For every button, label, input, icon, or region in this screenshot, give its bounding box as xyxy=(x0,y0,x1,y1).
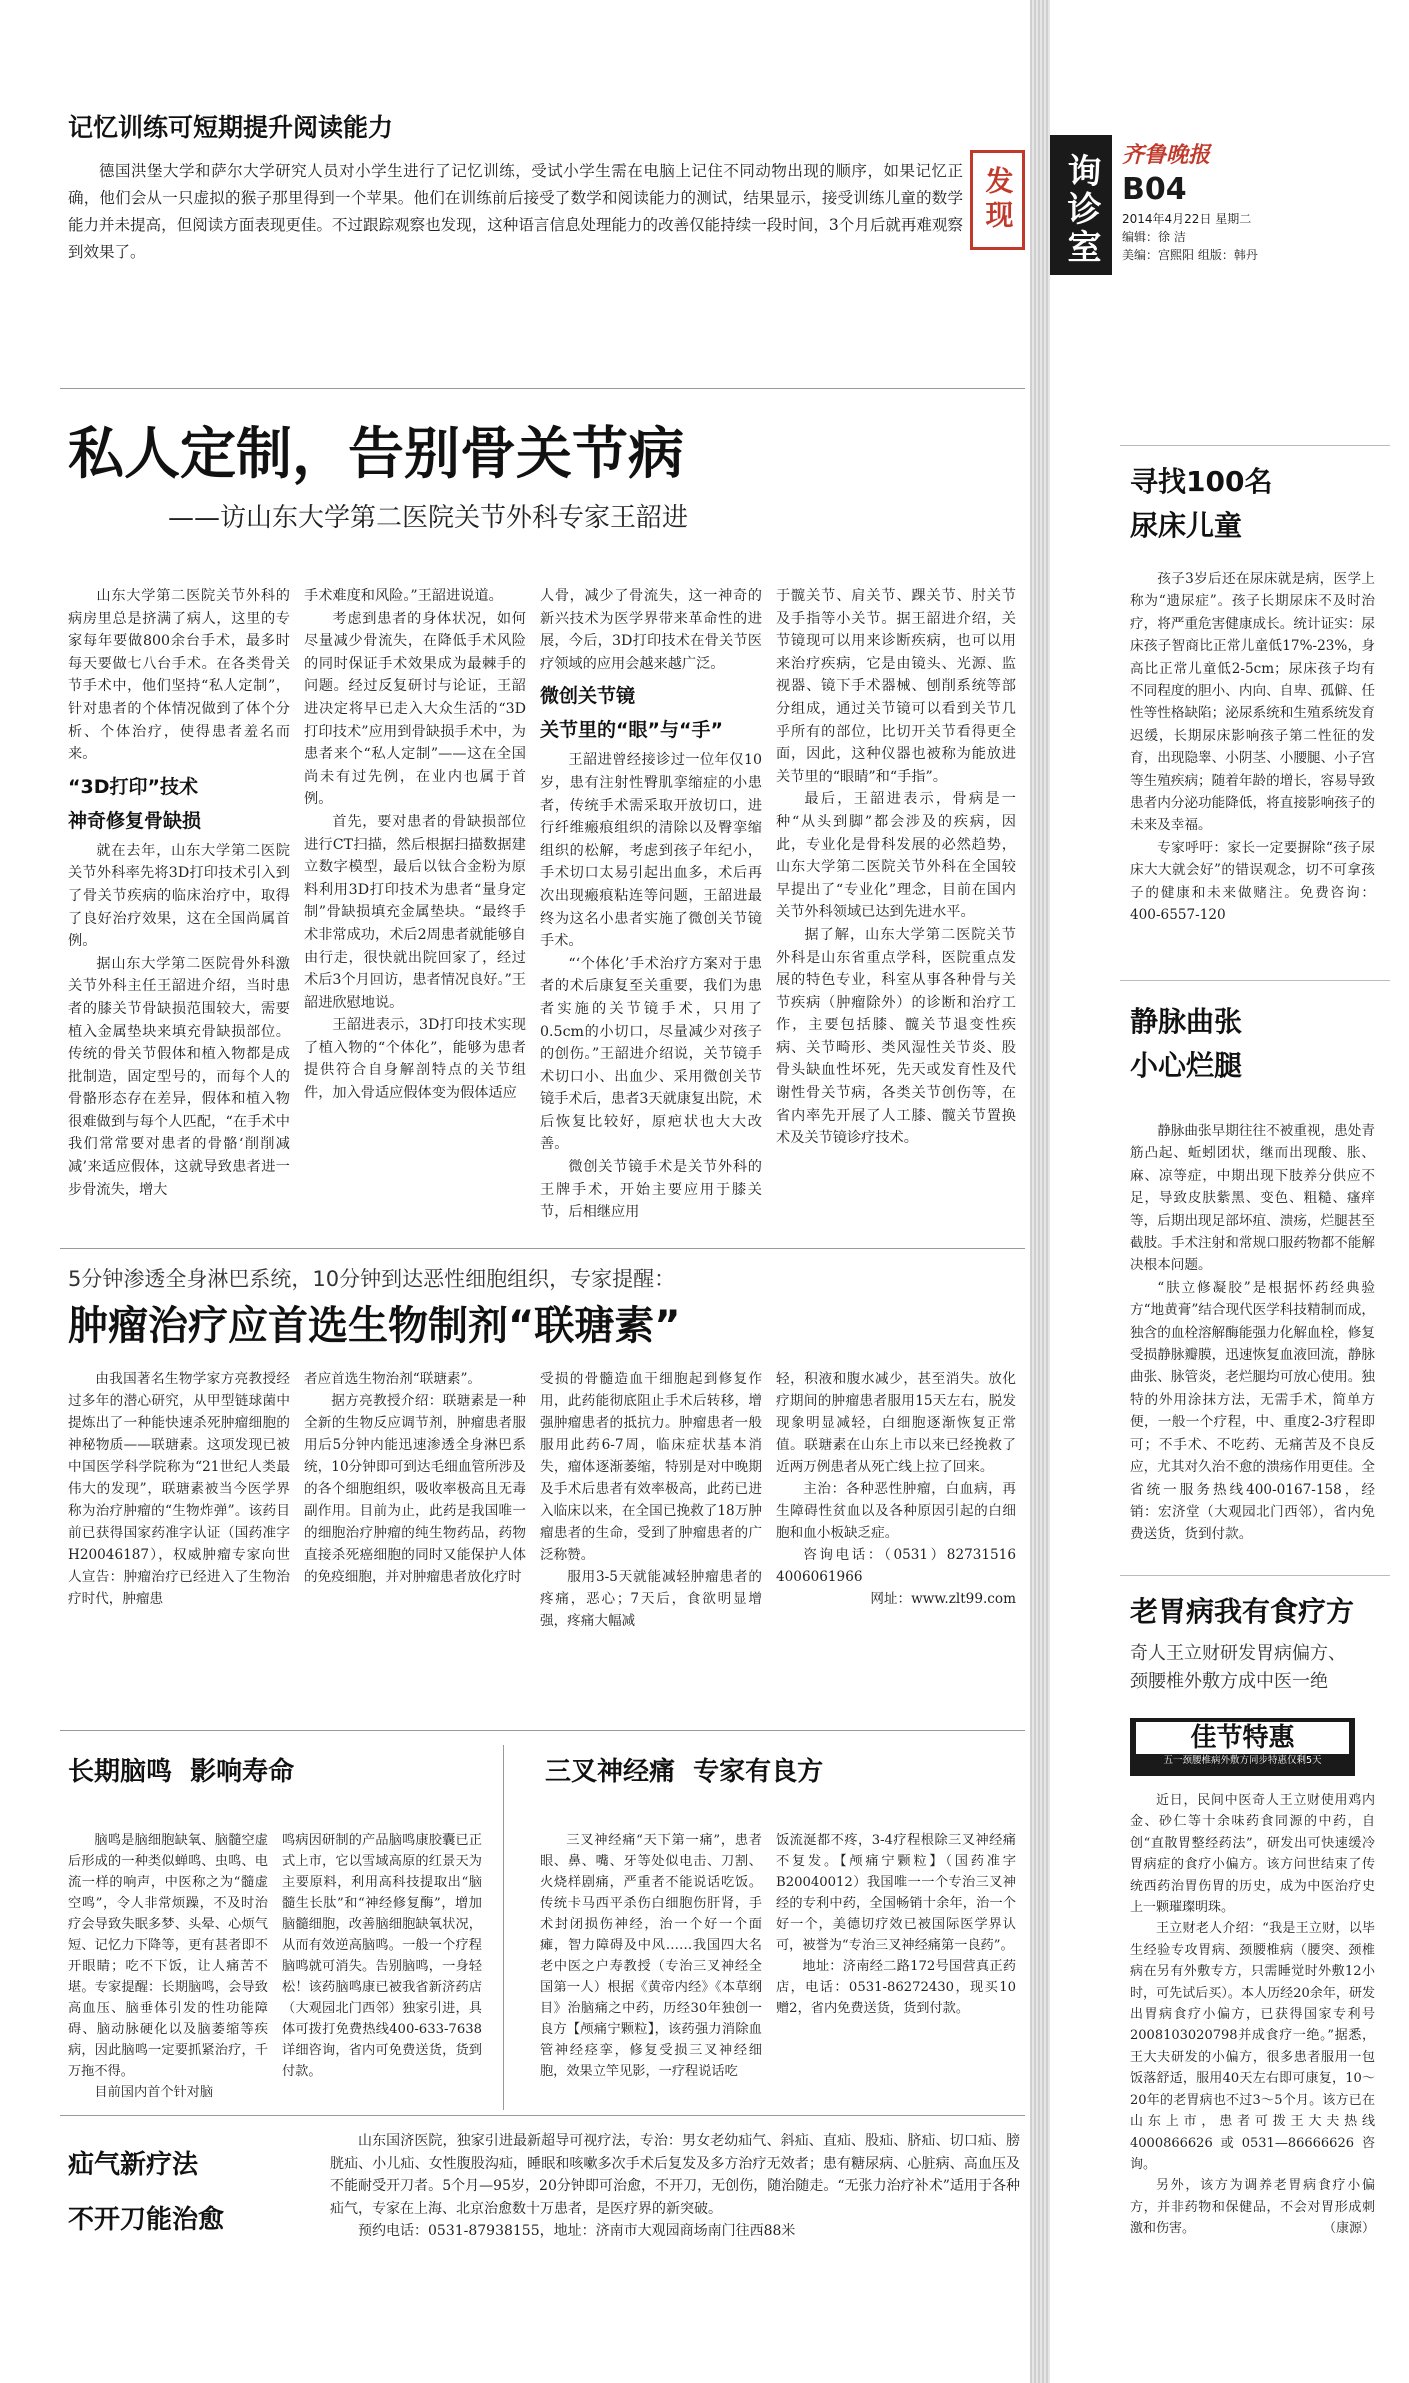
trigeminal-col-2 xyxy=(776,1830,1016,2019)
section-masthead xyxy=(1050,135,1112,275)
main-col-1 xyxy=(68,585,290,1201)
paragraph: 地址：济南经二路172号国营真正药店，电话：0531-86272430，现买10赠2，省内免费送货，货到付款。 xyxy=(776,1959,1016,2016)
paragraph: 于髋关节、肩关节、踝关节、肘关节及手指等小关节。据王韶进介绍，关节镜现可以用来诊断疾病，也可以用来治疗疾病，它是由镜头、光源、监视器、镜下手术器械、刨削系统等部分组成，通过关节镜可以看到关节几乎所有的部位，比切开关节看得更全面，因此，这种仪器也被称为能放进关节里的“眼睛”和“手指”。 xyxy=(776,588,1016,785)
tumor-col-4 xyxy=(776,1368,1016,1610)
promo-banner-sub: 五一颈腰椎病外敷方同步特惠仅剩5天 xyxy=(1163,1755,1322,1766)
stomach-subtitle-1: 奇人王立财研发胃病偏方、 xyxy=(1130,1643,1346,1664)
tumor-col-2 xyxy=(304,1368,526,1588)
paragraph: 王韶进表示，3D打印技术实现了植入物的“个体化”，能够为患者提供符合自身解剖特点的关节组件，加入骨适应假体变为假体适应 xyxy=(304,1017,526,1102)
paragraph: 山东国济医院，独家引进最新超导可视疗法，专治：男女老幼疝气、斜疝、直疝、股疝、脐疝、切口疝、膀胱疝、小儿疝、女性腹股沟疝，睡眠和咳嗽多次手术后复发及多方治疗无效者；患有糖尿病、心脏病、高血压及不能耐受开刀者。5个月—95岁，20分钟即可治愈，不开刀，无创伤，随治随走。“无张力治疗补术”适用于各种疝气，专家在上海、北京治愈数十万患者，是医疗界的新突破。 xyxy=(330,2133,1020,2217)
paragraph: 轻，积液和腹水减少，甚至消失。放化疗期间的肿瘤患者服用15天左右，脱发现象明显减轻，白细胞逐渐恢复正常值。联瑭素在山东上市以来已经挽救了近两万例患者从死亡线上拉了回来。 xyxy=(776,1371,1016,1475)
discovery-headline: 记忆训练可短期提升阅读能力 xyxy=(68,113,394,142)
stomach-title: 老胃病我有食疗方 xyxy=(1130,1595,1355,1628)
paragraph xyxy=(1130,2175,1375,2239)
paragraph: “‘个体化’手术治疗方案对于患者的术后康复至关重要，我们为患者实施的关节镜手术，只用了0.5cm的小切口，尽量减少对孩子的创伤。”王韶进介绍说，关节镜手术切口小、出血少、采用微创关节镜手术后，患者3天就康复出院，术后恢复比较好，原疤状也大大改善。 xyxy=(540,955,762,1153)
hernia-title-1: 疝气新疗法 xyxy=(68,2150,199,2180)
stomach-closing: 另外，该方为调养老胃病食疗小偏方，并非药物和保健品，不会对胃形成刺激和伤害。 xyxy=(1130,2178,1375,2237)
enuresis-title-1: 寻找100名 xyxy=(1130,465,1273,498)
main-headline: 私人定制，告别骨关节病 xyxy=(68,422,684,487)
section-title: 询诊室 xyxy=(1061,153,1101,267)
page-number: B04 xyxy=(1122,172,1187,207)
paragraph: 静脉曲张早期往往不被重视，患处青筋凸起、蚯蚓团状，继而出现酸、胀、麻、凉等症，中期出现下肢养分供应不足，导致皮肤紫黑、变色、粗糙、瘙痒等，后期出现足部坏疽、溃疡，烂腿甚至截肢。手术注射和常规口服药物都不能解决根本问题。 xyxy=(1130,1123,1375,1274)
stomach-subtitle-2: 颈腰椎外敷方成中医一绝 xyxy=(1130,1671,1328,1692)
paragraph: 最后，王韶进表示，骨病是一种“从头到脚”都会涉及的疾病，因此，专业化是骨科发展的必然趋势，山东大学第二医院关节外科在全国较早提出了“专业化”理念，目前在国内关节外科领域已达到先进水平。 xyxy=(776,791,1016,921)
paragraph: 专家呼吁：家长一定要摒除“孩子尿床大大就会好”的错误观念，切不可拿孩子的健康和未来做赌注。免费咨询：400-6557-120 xyxy=(1130,839,1375,924)
discovery-tag-label: 发现 xyxy=(981,166,1015,234)
paragraph: 据山东大学第二医院骨外科激关节外科主任王韶进介绍，当时患者的膝关节骨缺损范围较大，需要植入金属垫块来填充骨缺损部位。传统的骨关节假体和植入物都是成批制造，固定型号的，而每个人的骨骼形态存在差异，假体和植入物很难做到与每个人匹配，“在手术中我们常常要对患者的骨骼‘削削减减’来适应假体，这就导致患者进一步骨流失，增大 xyxy=(68,955,290,1198)
paragraph: 者应首选生物治剂“联瑭素”。 xyxy=(304,1371,482,1387)
discovery-tag xyxy=(970,150,1025,250)
paragraph: 鸣病因研制的产品脑鸣康胶囊已正式上市，它以雪域高原的红景天为主要原料，利用高科技提取出“脑髓生长肽”和“神经修复酶”，增加脑髓细胞，改善脑细胞缺氧状况，从而有效逆高脑鸣。一般一个疗程脑鸣就可消失。告别脑鸣，一身轻松！该药脑鸣康已被我省新济药店（大观园北门西邻）独家引进，具体可拨打免费热线400-633-7638详细咨询，省内可免费送货，货到付款。 xyxy=(282,1833,482,2079)
website: 网址：www.zlt99.com xyxy=(870,1591,1016,1607)
hernia-contact: 预约电话：0531-87938155，地址：济南市大观园商场南门往西88米 xyxy=(358,2223,796,2240)
vein-title-1: 静脉曲张 xyxy=(1130,1005,1243,1038)
tinnitus-headline: 长期脑鸣 影响寿命 xyxy=(68,1757,295,1787)
paragraph: 由我国著名生物学家方亮教授经过多年的潜心研究，从甲型链球菌中提炼出了一种能快速杀死肿瘤细胞的神秘物质——联瑭素。这项发现已被中国医学科学院称为“21世纪人类最伟大的发现”，联瑭素被当今医学界称为治疗肿瘤的“生物炸弹”。该药目前已获得国家药准字认证（国药准字H20046187），权威肿瘤专家向世人宣告：肿瘤治疗已经进入了生物治疗时代，肿瘤患 xyxy=(68,1371,290,1607)
paragraph: 王韶进曾经接诊过一位年仅10岁，患有注射性臀肌挛缩症的小患者，传统手术需采取开放切口，进行纤维瘢痕组织的清除以及臀挛缩组织的松解，考虑到孩子年纪小，手术切口太易引起出血多，术后再次出现瘢痕粘连等问题，王韶进最终为这名小患者实施了微创关节镜手术。 xyxy=(540,752,762,950)
promo-banner-title: 佳节特惠 xyxy=(1136,1722,1349,1754)
paragraph: “肤立修凝胶”是根据怀药经典验方“地黄膏”结合现代医学科技精制而成，独含的血栓溶解酶能强力化解血栓，修复受损静脉瓣膜，迅速恢复血液回流，静脉曲张、脉管炎，老烂腿均可放心使用。独特的外用涂抹方法，无需手术，简单方便，一般一个疗程，中、重度2-3疗程即可；不手术、不吃药、无痛苦及不良反应，尤其对久治不愈的溃疡作用更佳。全省统一服务热线400-0167-158，经销：宏济堂（大观园北门西邻），省内免费送货，货到付款。 xyxy=(1130,1279,1375,1543)
editor-credit: 编辑：徐 洁 xyxy=(1122,230,1186,244)
paragraph: 近日，民间中医奇人王立财使用鸡内金、砂仁等十余味药食同源的中药，自创“直散胃整经药法”，研发出可快速缓冷胃病症的食疗小偏方。该方问世结束了传统西药治胃伤胃的历史，成为中医治疗史上一颗璀璨明珠。 xyxy=(1130,1793,1375,1916)
design-credit: 美编：宫熙阳 组版：韩丹 xyxy=(1122,248,1258,262)
issue-date: 2014年4月22日 星期二 xyxy=(1122,212,1252,226)
tumor-kicker: 5分钟渗透全身淋巴系统，10分钟到达恶性细胞组织，专家提醒： xyxy=(68,1267,676,1291)
vein-title-2: 小心烂腿 xyxy=(1130,1049,1243,1082)
trigeminal-headline: 三叉神经痛 专家有良方 xyxy=(545,1757,824,1787)
tinnitus-col-2 xyxy=(282,1830,482,2082)
paragraph: 考虑到患者的身体状况，如何尽量减少骨流失，在降低手术风险的同时保证手术效果成为最棘手的问题。经过反复研讨与论证，王韶进决定将早已走入大众生活的“3D打印技术”应用到骨缺损手术中，为患者来个“私人定制”——这在全国尚未有过先例，在业内也属于首例。 xyxy=(304,610,526,808)
subhead-arthroscope-b: 关节里的“眼”与“手” xyxy=(540,719,723,742)
paragraph: 服用3-5天就能减轻肿瘤患者的疼痛，恶心；7天后，食欲明显增强，疼痛大幅减 xyxy=(540,1569,762,1629)
rule-lower xyxy=(60,1730,1025,1731)
contact-phone: 咨询电话：（0531）82731516 4006061966 xyxy=(776,1547,1016,1585)
hernia-body xyxy=(330,2130,1020,2243)
paragraph: 首先，要对患者的骨缺损部位进行CT扫描，然后根据扫描数据建立数字模型，最后以钛合金粉为原料利用3D打印技术为患者“量身定制”骨缺损填充金属垫块。“最终手术非常成功，术后2周患者就能够自由行走，很快就出院回家了，经过术后3个月回访，患者情况良好。”王韶进欣慰地说。 xyxy=(304,813,526,1011)
paragraph: 就在去年，山东大学第二医院关节外科率先将3D打印技术引入到了骨关节疾病的临床治疗中，取得了良好治疗效果，这在全国尚属首例。 xyxy=(68,842,290,950)
subhead-arthroscope-a: 微创关节镜 xyxy=(540,685,636,708)
main-subheadline: ——访山东大学第二医院关节外科专家王韶进 xyxy=(168,503,689,533)
main-col-4 xyxy=(776,585,1016,1150)
paragraph: 三叉神经痛“天下第一痛”，患者眼、鼻、嘴、牙等处似电击、刀割、火烧样剧痛，严重者不能说话吃饭。传统卡马西平杀伤白细胞伤肝肾，手术封闭损伤神经，治一个好一个面瘫，智力障碍及中风……我国四大名老中医之户寿教授（专治三叉神经全国第一人）根据《黄帝内经》《本草纲目》治脑痛之中药，历经30年独创一良方【颅痛宁颗粒】，该药强力消除血管神经痉挛，修复受损三叉神经细胞，效果立竿见影，一疗程说话吃 xyxy=(540,1833,762,2079)
main-col-2 xyxy=(304,585,526,1105)
paragraph: 王立财老人介绍：“我是王立财，以毕生经验专攻胃病、颈腰椎病（腰突、颈椎病在另有外敷专方，只需睡觉时外敷12小时，可先试后买）。本人历经20余年，研发出胃病食疗小偏方，已获得国家专利号2008103020798并成食疗一绝。”据悉，王大夫研发的小偏方，很多患者服用一包饭落舒适，服用40天左右即可康复，10～20年的老胃病也不过3～5个月。该方已在山东上市，患者可拨王大夫热线4000866626或0531—86666626咨询。 xyxy=(1130,1921,1375,2172)
subhead-3d-b: 神奇修复骨缺损 xyxy=(68,809,202,832)
discovery-body xyxy=(68,158,963,266)
tumor-col-3 xyxy=(540,1368,762,1632)
paragraph: 主治：各种恶性肿瘤，白血病，再生障碍性贫血以及各种原因引起的白细胞和血小板缺乏症。 xyxy=(776,1481,1016,1541)
enuresis-title-2: 尿床儿童 xyxy=(1130,509,1243,542)
stomach-author: （康源） xyxy=(1322,2221,1375,2237)
hernia-title-2: 不开刀能治愈 xyxy=(68,2205,225,2235)
paragraph: 山东大学第二医院关节外科的病房里总是挤满了病人，这里的专家每年要做800余台手术，最多时每天要做七八台手术。在各类骨关节手术中，他们坚持“私人定制”，针对患者的个体情况做到了体个分析、个体治疗，使得患者羞名而来。 xyxy=(68,588,290,763)
trigeminal-col-1 xyxy=(540,1830,762,2082)
paragraph: 微创关节镜手术是关节外科的王牌手术，开始主要应用于膝关节，后相继应用 xyxy=(540,1159,762,1221)
stomach-body xyxy=(1130,1790,1375,2240)
enuresis-body xyxy=(1130,568,1375,927)
paragraph: 据方亮教授介绍：联瑭素是一种全新的生物反应调节剂，肿瘤患者服用后5分钟内能迅速渗透全身淋巴系统，10分钟即可到达毛细血管所涉及的各个细胞组织，吸收率极高且无毒副作用。目前为止，此药是我国唯一的细胞治疗肿瘤的纯生物药品，药物直接杀死癌细胞的同时又能保护人体的免疫细胞，并对肿瘤患者放化疗时 xyxy=(304,1393,526,1585)
paragraph: 孩子3岁后还在尿床就是病，医学上称为“遗尿症”。孩子长期尿床不及时治疗，将严重危害健康成长。统计证实：尿床孩子智商比正常儿童低17%-23%，身高比正常儿童低2-5cm；尿床孩子均有不同程度的胆小、内向、自卑、孤僻、任性等性格缺陷；泌尿系统和生殖系统发育迟缓，长期尿床影响孩子第二性征的发育，出现隐睾、小阴茎、小腰腿、小子宫等生殖疾病；随着年龄的增长，容易导致患者内分泌功能降低，将直接影响孩子的未来及幸福。 xyxy=(1130,571,1375,834)
rule-top xyxy=(60,388,1025,389)
paragraph: 手术难度和风险。”王韶进说道。 xyxy=(304,588,503,604)
masthead-info xyxy=(1122,140,1342,264)
paragraph: 据了解，山东大学第二医院关节外科是山东省重点学科，医院重点发展的特色专业，科室从事各种骨与关节疾病（肿瘤除外）的诊断和治疗工作，主要包括膝、髋关节退变性疾病、关节畸形、类风湿性关节炎、股骨头缺血性坏死，先天或发育性及代谢性骨关节病，各类关节创伤等，在省内率先开展了人工膝、髋关节置换术及关节镜诊疗技术。 xyxy=(776,926,1016,1147)
tinnitus-col-1 xyxy=(68,1830,268,2103)
main-col-3 xyxy=(540,585,762,1224)
subhead-3d-a: “3D打印”技术 xyxy=(68,775,198,798)
paragraph: 饭流涎都不疼，3-4疗程根除三叉神经痛不复发。【颅痛宁颗粒】（国药准字B20040012）我国唯一一个专治三叉神经的专利中药，全国畅销十余年，治一个好一个，美德切疗效已被国际医学界认可，被誉为“专治三叉神经痛第一良药”。 xyxy=(776,1833,1016,1953)
sidebar-rule-2 xyxy=(1120,980,1390,981)
column-divider xyxy=(503,1745,504,2110)
sidebar-rule-3 xyxy=(1120,1575,1390,1576)
vein-body xyxy=(1130,1120,1375,1546)
paragraph: 目前国内首个针对脑 xyxy=(94,2085,214,2100)
page-divider-band xyxy=(1030,0,1050,2383)
paragraph: 人骨，减少了骨流失，这一神奇的新兴技术为医学界带来革命性的进展，今后，3D打印技术在骨关节医疗领域的应用会越来越广泛。 xyxy=(540,588,762,672)
tumor-col-1 xyxy=(68,1368,290,1610)
rule-hernia xyxy=(60,2115,1025,2116)
promo-banner xyxy=(1130,1718,1355,1776)
paragraph: 脑鸣是脑细胞缺氧、脑髓空虚后形成的一种类似蝉鸣、虫鸣、电流一样的响声，中医称之为“髓虚空鸣”，令人非常烦躁，不及时治疗会导致失眠多梦、头晕、心烦气短、记忆力下降等，更有甚者即不开眼睛；吃不下饭，让人痛苦不堪。专家提醒：长期脑鸣，会导致高血压、脑垂体引发的性功能障碍、脑动脉硬化以及脑萎缩等疾病，因此脑鸣一定要抓紧治疗，千万拖不得。 xyxy=(68,1833,268,2079)
paragraph: 受损的骨髓造血干细胞起到修复作用，此药能彻底阻止手术后转移，增强肿瘤患者的抵抗力。肿瘤患者一般服用此药6-7周，临床症状基本消失，瘤体逐渐萎缩，特别是对中晚期及手术后患者有效率极高，此药已进入临床以来，在全国已挽救了18万肿瘤患者的生命，受到了肿瘤患者的广泛称赞。 xyxy=(540,1371,762,1563)
sidebar-rule-1 xyxy=(1120,445,1390,446)
newspaper-logo: 齐鲁晚报 xyxy=(1122,142,1211,168)
rule-tumor xyxy=(60,1248,1025,1249)
discovery-paragraph: 德国洪堡大学和萨尔大学研究人员对小学生进行了记忆训练，受试小学生需在电脑上记住不同动物出现的顺序，如果记忆正确，他们会从一只虚拟的猴子那里得到一个苹果。他们在训练前后接受了数学和阅读能力的测试，结果显示，接受训练儿童的数学能力并未提高，但阅读方面表现更佳。不过跟踪观察也发现，这种语言信息处理能力的改善仅能持续一段时间，3个月后就再难观察到效果了。 xyxy=(68,162,963,261)
tumor-headline: 肿瘤治疗应首选生物制剂“联瑭素” xyxy=(68,1303,681,1349)
